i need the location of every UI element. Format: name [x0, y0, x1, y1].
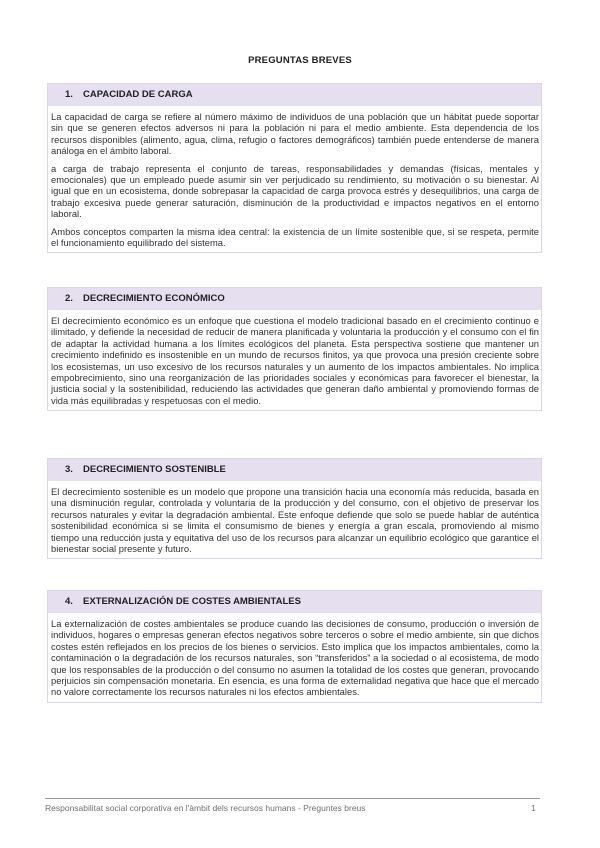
footer-divider [45, 798, 540, 799]
section-decrecimiento-economico [47, 287, 542, 411]
paragraph: El decrecimiento económico es un enfoque que cuestiona el modelo tradicional basado en el crecimiento continuo e ilimitado, y defiende la necesidad de reducir de manera planificada y voluntaria la producción y el consumo con el fin de adaptar la actividad humana a los límites ecológicos del planeta. Esta perspectiva sostiene que mantener un crecimiento indefinido es insostenible en un mundo de recursos finitos, ya que provoca una presión creciente sobre los ecosistemas, un uso excesivo de los recursos naturales y un aumento de los impactos ambientales. No implica empobrecimiento, sino una reorganización de las prioridades sociales y económicas para favorecer el bienestar, la justicia social y la sostenibilidad, reduciendo las actividades que generan daño ambiental y promoviendo formas de vida más equilibradas y respetuosas con el medio. [51, 315, 539, 406]
section-body [48, 310, 541, 410]
section-externalizacion-costes [47, 590, 542, 703]
section-capacidad-de-carga [47, 83, 542, 253]
section-number: 1. [65, 89, 73, 100]
section-number: 3. [65, 464, 73, 475]
paragraph: La externalización de costes ambientales se produce cuando las decisiones de consumo, producción o inversión de individuos, hogares o empresas generan efectos negativos sobre terceros o sobre el medio ambiente, sin que dichos costes estén reflejados en los precios de los bienes o servicios. Esto implica que los impactos ambientales, como la contaminación o la degradación de los recursos naturales, son “transferidos” a la sociedad o al ecosistema, de modo que los responsables de la producción o del consumo no asumen la totalidad de los costes que generan, provocando perjuicios sin compensación monetaria. En esencia, es una forma de externalidad negativa que hace que el mercado no valore correctamente los recursos naturales ni los efectos ambientales. [51, 618, 539, 698]
section-header [48, 459, 541, 481]
section-heading: EXTERNALIZACIÓN DE COSTES AMBIENTALES [83, 596, 301, 607]
section-body [48, 481, 541, 558]
section-header [48, 84, 541, 106]
section-header [48, 288, 541, 310]
section-decrecimiento-sostenible [47, 458, 542, 559]
paragraph: a carga de trabajo representa el conjunto de tareas, responsabilidades y demandas (físicas, mentales y emocionales) que un empleado puede asumir sin ver perjudicado su rendimiento, su motivación o su bienestar. Al igual que en un ecosistema, donde sobrepasar la capacidad de carga provoca estrés y desequilibrios, una carga de trabajo excesiva puede generar saturación, disminución de la productividad e impactos negativos en el entorno laboral. [51, 162, 539, 220]
section-number: 2. [65, 293, 73, 304]
page-title: PREGUNTAS BREVES [248, 55, 352, 66]
section-heading: DECRECIMIENTO ECONÓMICO [83, 293, 225, 304]
paragraph: Ambos conceptos comparten la misma idea central: la existencia de un límite sostenible que, si se respeta, permite el funcionamiento equilibrado del sistema. [51, 225, 539, 249]
section-heading: CAPACIDAD DE CARGA [83, 89, 193, 100]
paragraph: El decrecimiento sostenible es un modelo que propone una transición hacia una economía más reducida, basada en una disminución regular, controlada y voluntaria de la producción y del consumo, con el objetivo de preservar los recursos naturales y evitar la degradación ambiental. Este enfoque defiende que solo se puede hablar de auténtica sostenibilidad económica si se limita el consumismo de bienes y energía a gran escala, promoviendo al mismo tiempo una reducción justa y equitativa del uso de los recursos para alcanzar un equilibrio ecológico que garantice el bienestar social presente y futuro. [51, 486, 539, 555]
page-number: 1 [531, 803, 536, 813]
section-header [48, 591, 541, 613]
footer-text: Responsabilitat social corporativa en l'àmbit dels recursos humans - Preguntes breus [45, 803, 366, 813]
paragraph: La capacidad de carga se refiere al número máximo de individuos de una población que un hábitat puede soportar sin que se generen efectos adversos ni para la población ni para el medio ambiente. Esta dependencia de los recursos disponibles (alimento, agua, clima, refugio o factores demográficos) también puede entenderse de manera análoga en el ámbito laboral. [51, 111, 539, 157]
section-body [48, 613, 541, 702]
section-body [48, 106, 541, 252]
section-number: 4. [65, 596, 73, 607]
section-heading: DECRECIMIENTO SOSTENIBLE [83, 464, 226, 475]
